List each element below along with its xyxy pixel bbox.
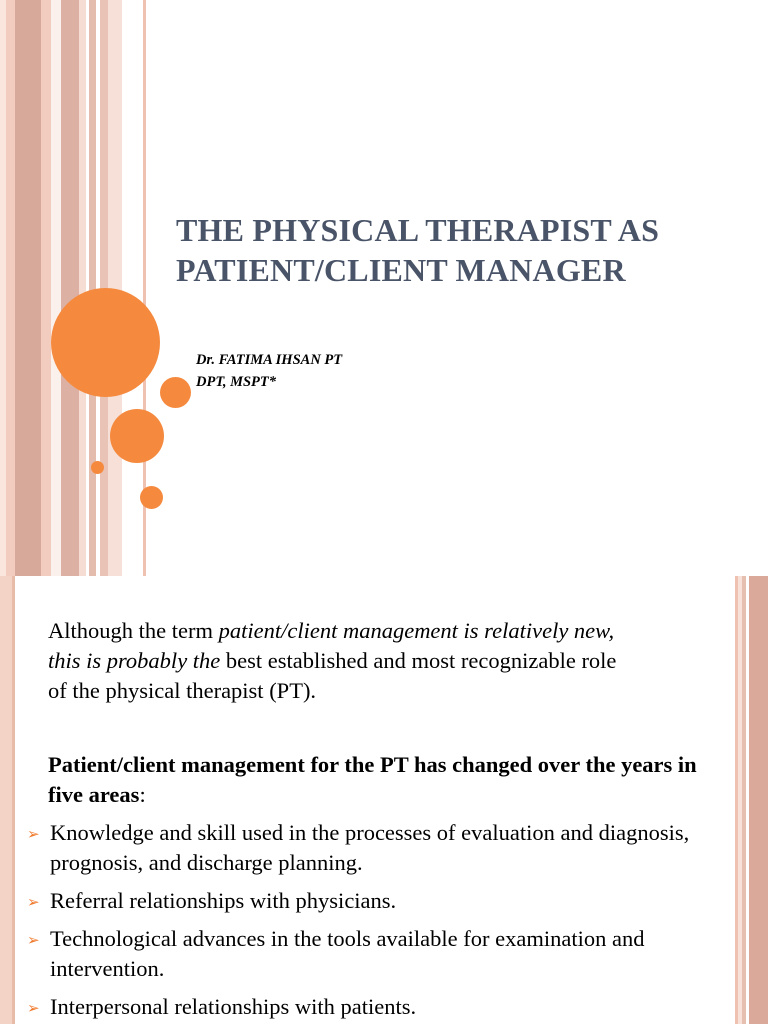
- stripe-left-dark: [15, 0, 41, 576]
- stripe-right-dark: [749, 576, 768, 1024]
- presenter-name: Dr. FATIMA IHSAN PT: [196, 352, 343, 368]
- decor-circle-large: [51, 288, 160, 397]
- presenter-block: [196, 349, 342, 393]
- content-slide: [0, 576, 768, 1024]
- decor-circle-tiny: [91, 461, 104, 474]
- decor-circle-small-right: [160, 377, 191, 408]
- intro-italic-2: this is probably the: [48, 648, 221, 673]
- title-line-1: THE PHYSICAL THERAPIST AS: [176, 212, 660, 248]
- list-item: [0, 886, 720, 916]
- list-item: [0, 818, 720, 878]
- arrow-bullet-icon: ➢: [27, 931, 40, 949]
- stripe-left-light: [6, 0, 15, 576]
- bullet-list: [0, 818, 720, 1022]
- list-item-text: Technological advances in the tools available for examination and intervention.: [50, 926, 645, 981]
- intro-italic-1: patient/client management is relatively new,: [218, 618, 615, 643]
- lead-text: Patient/client management for the PT has changed over the years in five areas: [48, 752, 697, 807]
- stripe-mid-pale: [79, 0, 86, 576]
- stripe-gap: [51, 0, 61, 576]
- lead-colon: :: [139, 782, 146, 807]
- intro-text-2: best established and most recognizable role: [220, 648, 617, 673]
- lead-paragraph: [48, 750, 720, 810]
- list-item-text: Referral relationships with physicians.: [50, 888, 397, 913]
- slide-title: [176, 210, 746, 290]
- arrow-bullet-icon: ➢: [27, 999, 40, 1017]
- intro-text-3: of the physical therapist (PT).: [48, 678, 317, 703]
- intro-text-1: Although the term: [48, 618, 219, 643]
- decor-circle-small-bottom: [140, 486, 163, 509]
- arrow-bullet-icon: ➢: [27, 893, 40, 911]
- stripe-left-light-2: [41, 0, 51, 576]
- list-item: [0, 924, 720, 984]
- stripe-mid-dark: [61, 0, 79, 576]
- arrow-bullet-icon: ➢: [27, 825, 40, 843]
- presenter-credentials: DPT, MSPT*: [196, 374, 277, 390]
- decor-circle-medium: [110, 409, 164, 463]
- list-item-text: Knowledge and skill used in the processes of evaluation and diagnosis, prognosis, and discharge planning.: [50, 820, 690, 875]
- title-line-2: PATIENT/CLIENT MANAGER: [176, 252, 626, 288]
- list-item-text: Interpersonal relationships with patients.: [50, 994, 417, 1019]
- list-item: [0, 992, 720, 1022]
- intro-paragraph: [48, 616, 708, 706]
